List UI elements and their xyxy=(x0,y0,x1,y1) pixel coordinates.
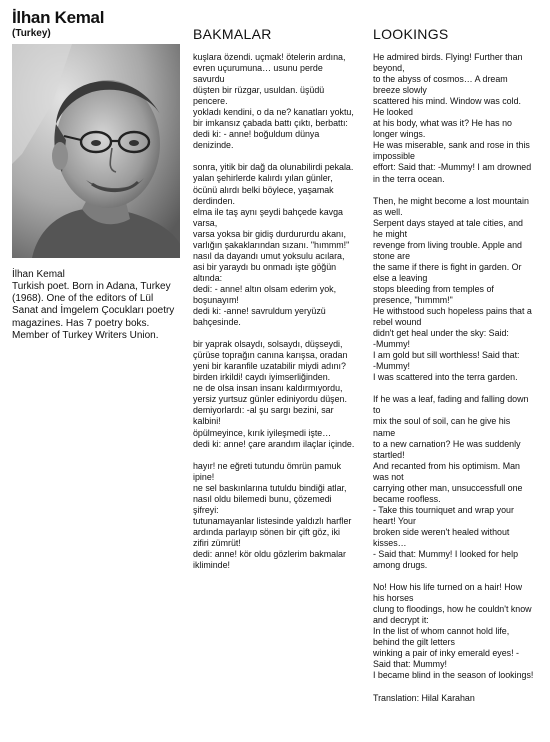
poem-line: was not xyxy=(373,471,404,482)
bio-line: magazines. Has 7 poetry boks. xyxy=(12,317,150,329)
poem-line: ne sel baskınlarına tutuldu bindiği atlar, xyxy=(193,482,347,493)
poem-line: to xyxy=(373,405,381,416)
poem-line: -Mummy! xyxy=(373,361,410,372)
poem-line: yersiz yurtsuz günler ediniyordu düşen. xyxy=(193,394,347,405)
poem-line: - Said that: Mummy! I looked for help xyxy=(373,549,519,560)
poem-line: bir imkansız çabada battı çıktı, berbattı: xyxy=(193,118,348,129)
poem-line: pencere. xyxy=(193,96,228,107)
poem-line: Serpent days stayed at tale cities, and xyxy=(373,217,523,228)
turkish-poem-title: BAKMALAR xyxy=(193,26,272,42)
bio-line: Sanat and İmgelem Çocukları poetry xyxy=(12,305,175,317)
poem-line: became roofless. xyxy=(373,493,441,504)
poem-line: his horses xyxy=(373,593,414,604)
author-bio xyxy=(12,281,187,342)
poem-line: yeni bir karanfile uzatabilir miydi adını? xyxy=(193,361,346,372)
stanza xyxy=(193,52,363,151)
poem-line: ikliminde! xyxy=(193,560,230,571)
poem-line: I became blind in the season of lookings! xyxy=(373,670,534,681)
poem-line: In the list of whom cannot hold life, xyxy=(373,626,510,637)
poem-line: And recanted from his optimism. Man xyxy=(373,460,520,471)
poem-line: mix the soul of soil, can he give his xyxy=(373,416,511,427)
poem-line: behind the gilt letters xyxy=(373,637,455,648)
poem-line: heart! Your xyxy=(373,515,416,526)
poem-line: derdinden. xyxy=(193,195,235,206)
poem-line: I was scattered into the terra garden. xyxy=(373,372,518,383)
poem-line: varlığın şakaklarından sızanı. "hımmm!" xyxy=(193,239,350,250)
english-stanzas xyxy=(373,52,543,682)
poem-line: revenge from living trouble. Apple and xyxy=(373,239,522,250)
poem-line: zifiri zümrüt! xyxy=(193,537,241,548)
poem-line: clung to floodings, how he couldn't know xyxy=(373,604,532,615)
poem-line: He was miserable, sank and rose in this xyxy=(373,140,530,151)
poem-line: I am gold but sill worthless! Said that: xyxy=(373,350,520,361)
poem-line: denizinde. xyxy=(193,140,234,151)
poem-line: kalbini! xyxy=(193,416,221,427)
poem-line: yokladı kendini, o da ne? kanatları yoktu, xyxy=(193,107,354,118)
poem-line: name xyxy=(373,427,396,438)
poem-line: the same if there is fight in garden. Or xyxy=(373,261,522,272)
poem-line: ne de olsa insan insanı kaldırmıyordu, xyxy=(193,383,343,394)
poem-line: bir yaprak olsaydı, solsaydı, düşseydi, xyxy=(193,339,343,350)
poem-line: If he was a leaf, fading and falling down xyxy=(373,394,529,405)
poem-line: elma ile taş aynı şeydi bahçede kavga xyxy=(193,206,343,217)
poem-line: kisses… xyxy=(373,537,407,548)
poem-line: çürüse toprağın canına karışsa, oradan xyxy=(193,350,348,361)
poem-line: breeze slowly xyxy=(373,85,427,96)
translator-credit: Translation: Hilal Karahan xyxy=(373,692,475,703)
poem-line: varsa, xyxy=(193,217,218,228)
poem-line: -Mummy! xyxy=(373,339,410,350)
poem-line: to the abyss of cosmos… A dream xyxy=(373,74,508,85)
poem-line: in the terra ocean. xyxy=(373,173,445,184)
poem-line: demiyorlardı: -al şu sargı bezini, sar xyxy=(193,405,334,416)
poem-line: yalan şehirlerde kalırdı yılan günler, xyxy=(193,173,333,184)
author-name: İlhan Kemal xyxy=(12,8,105,27)
poem-line: ipine! xyxy=(193,471,215,482)
poem-line: to a new carnation? He was suddenly xyxy=(373,438,521,449)
poem-line: altında: xyxy=(193,272,223,283)
english-poem-title: LOOKINGS xyxy=(373,26,449,42)
poem-line: boşunayım! xyxy=(193,294,239,305)
poem-line: didn't get heal under the sky: Said: xyxy=(373,328,509,339)
poem-line: he might xyxy=(373,228,408,239)
turkish-stanzas xyxy=(193,52,363,571)
bio-line: Turkish poet. Born in Adana, Turkey xyxy=(12,281,171,292)
poem-line: kuşlara özendi. uçmak! ötelerin ardına, xyxy=(193,52,346,62)
author-country: (Turkey) xyxy=(12,28,51,39)
english-poem xyxy=(373,26,543,703)
poem-line: else a leaving xyxy=(373,272,428,283)
poem-line: stone are xyxy=(373,250,411,261)
poem-line: at his body, what was it? He has no xyxy=(373,118,512,129)
poem-line: Said that: Mummy! xyxy=(373,659,447,670)
poem-line: stops bleeding from temples of xyxy=(373,283,494,294)
poem-line: and decrypt it: xyxy=(373,615,429,626)
poem-line: He admired birds. Flying! Further than xyxy=(373,52,523,62)
poem-line: dedi: anne! kör oldu gözlerim bakmalar xyxy=(193,548,346,559)
stanza xyxy=(373,196,543,384)
stanza xyxy=(193,461,363,571)
poem-line: impossible xyxy=(373,151,415,162)
stanza xyxy=(373,52,543,185)
poem-line: Then, he might become a lost mountain xyxy=(373,195,529,206)
poem-line: ardında parlayıp sönen bir çift göz, iki xyxy=(193,526,341,537)
poem-line: tutunamayanlar listesinde yaldızlı harfler xyxy=(193,515,352,526)
author-portrait-image xyxy=(12,44,180,258)
turkish-poem xyxy=(193,26,363,582)
poem-line: dedi ki: anne! çare arandım ilaçlar içinde. xyxy=(193,438,355,449)
poem-line: şifreyi: xyxy=(193,504,219,515)
stanza xyxy=(373,582,543,681)
poem-line: evren uçurumuna… usunu perde xyxy=(193,63,323,74)
poem-line: dedi ki: - anne! boğuldum dünya xyxy=(193,129,320,140)
bio-line: Member of Turkey Writers Union. xyxy=(12,329,159,341)
poem-line: dedi: - anne! altın olsam ederim yok, xyxy=(193,283,337,294)
poem-line: hayır! ne eğreti tutundu ömrün pamuk xyxy=(193,460,342,471)
poem-line: düşten bir rüzgar, usuldan. üşüdü xyxy=(193,85,325,96)
poem-line: He looked xyxy=(373,107,413,118)
poem-line: effort: Said that: -Mummy! I am drowned xyxy=(373,162,532,173)
stanza xyxy=(193,339,363,449)
poem-line: birden irkildi! caydı iyimserliğinden. xyxy=(193,372,331,383)
poem-line: öcünü alırdı belki böylece, yaşamak xyxy=(193,184,334,195)
poem-line: presence, "hımmm!" xyxy=(373,294,453,305)
poem-line: as well. xyxy=(373,206,403,217)
poem-line: rebel wound xyxy=(373,317,422,328)
poem-line: beyond, xyxy=(373,63,405,74)
poem-line: longer wings. xyxy=(373,129,426,140)
stanza xyxy=(193,162,363,328)
poem-line: asi bir yaraydı bu onmadı işte göğün xyxy=(193,261,337,272)
poem-line: varsa yoksa bir gidiş durdururdu akanı, xyxy=(193,228,346,239)
poem-line: among drugs. xyxy=(373,560,428,571)
poem-line: savurdu xyxy=(193,74,225,85)
poem-line: nasıl oldu bilemedi bunu, çözemedi xyxy=(193,493,332,504)
bio-line: (1968). One of the editors of Lül xyxy=(12,293,154,305)
poem-line: carrying other man, unsuccessfull one xyxy=(373,482,523,493)
poem-line: No! How his life turned on a hair! How xyxy=(373,582,522,593)
bio-name: İlhan Kemal xyxy=(12,269,65,280)
poem-line: He withstood such hopeless pains that a xyxy=(373,306,532,317)
poem-line: dedi ki: -anne! savruldum yeryüzü xyxy=(193,306,326,317)
poem-line: sonra, yitik bir dağ da olunabilirdi pekala. xyxy=(193,162,354,173)
poem-line: - Take this tourniquet and wrap your xyxy=(373,504,514,515)
poem-line: startled! xyxy=(373,449,405,460)
author-photo xyxy=(12,44,180,258)
stanza xyxy=(373,394,543,571)
poem-line: winking a pair of inky emerald eyes! - xyxy=(373,648,520,659)
poem-line: öpülmeyince, kırık iyileşmedi işte… xyxy=(193,427,332,438)
poem-line: broken side weren't healed without xyxy=(373,526,510,537)
poem-line: nasıl da dayandı umut yoksulu acılara, xyxy=(193,250,345,261)
poem-line: scattered his mind. Window was cold. xyxy=(373,96,521,107)
poem-line: bahçesinde. xyxy=(193,317,241,328)
